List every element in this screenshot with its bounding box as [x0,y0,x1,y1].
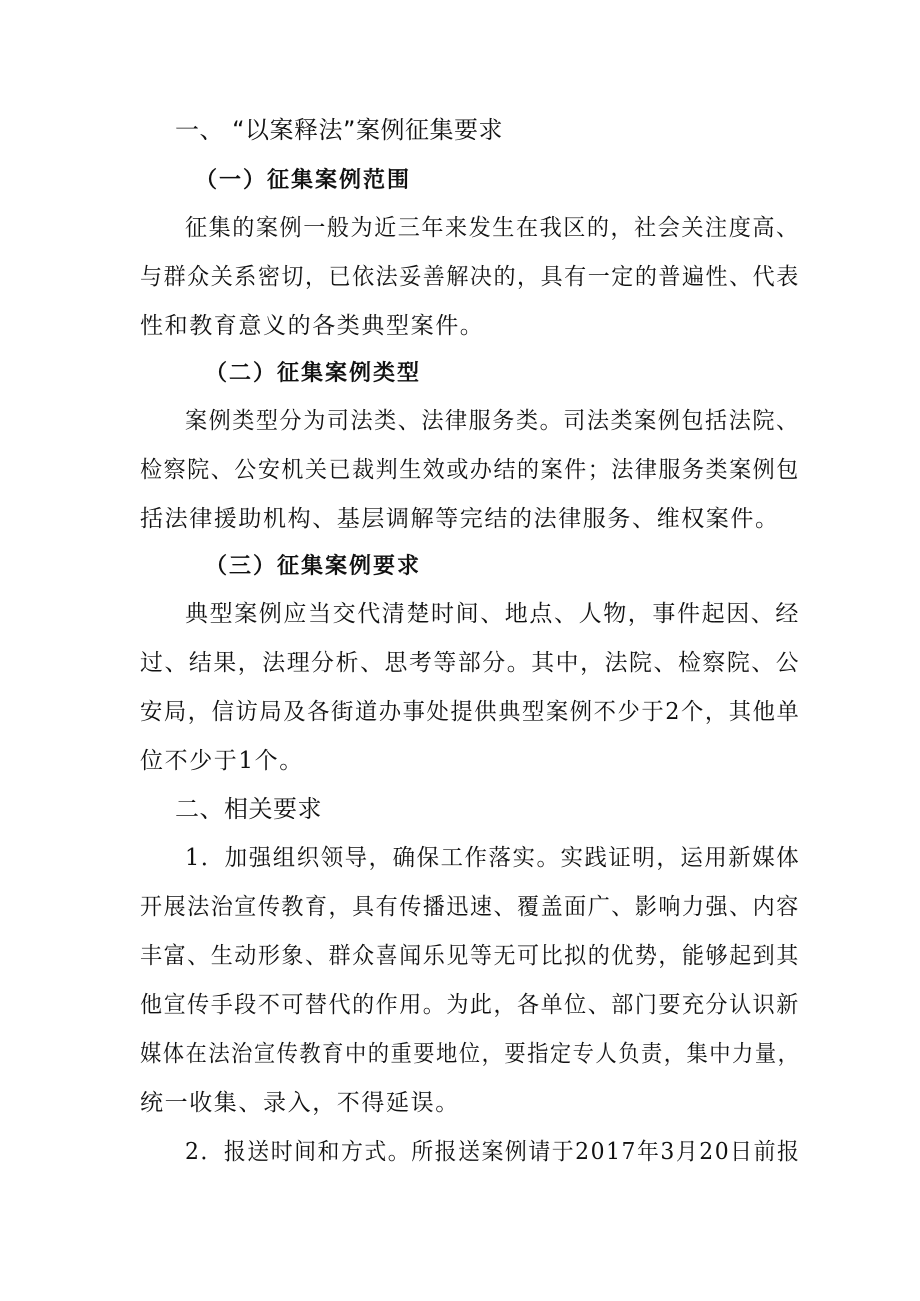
subsection-3-title: （三）征集案例要求 [205,554,422,579]
paragraph-line: 2．报送时间和方式。所报送案例请于2017年3月20日前报 [185,1139,801,1165]
paragraph-line: 过、结果，法理分析、思考等部分。其中，法院、检察院、公 [140,650,801,676]
paragraph-line: 检察院、公安机关已裁判生效或办结的案件；法律服务类案例包 [140,457,800,483]
section-1-heading: 一、 “以案释法”案例征集要求 [175,116,503,144]
paragraph-line: 丰富、生动形象、群众喜闻乐见等无可比拟的优势，能够起到其 [140,943,800,969]
paragraph-line: 位不少于1个。 [140,748,304,774]
paragraph-line: 1．加强组织领导，确保工作落实。实践证明，运用新媒体 [185,845,801,871]
paragraph-line: 开展法治宣传教育，具有传播迅速、覆盖面广、影响力强、内容 [140,894,800,920]
paragraph-line: 案例类型分为司法类、法律服务类。司法类案例包括法院、 [185,408,800,434]
paragraph-line: 征集的案例一般为近三年来发生在我区的，社会关注度高、 [185,215,800,241]
paragraph-line: 与群众关系密切，已依法妥善解决的，具有一定的普遍性、代表 [140,264,800,290]
subsection-2-title: （二）征集案例类型 [205,361,422,386]
paragraph-line: 他宣传手段不可替代的作用。为此，各单位、部门要充分认识新 [140,992,800,1018]
paragraph-line: 统一收集、录入，不得延误。 [140,1090,460,1116]
paragraph-line: 安局，信访局及各街道办事处提供典型案例不少于2个，其他单 [140,699,801,725]
paragraph-line: 性和教育意义的各类典型案件。 [140,313,485,339]
subsection-1-title: （一）征集案例范围 [195,168,412,193]
paragraph-line: 媒体在法治宣传教育中的重要地位，要指定专人负责，集中力量， [140,1041,801,1067]
section-2-heading: 二、相关要求 [175,795,322,823]
paragraph-line: 括法律援助机构、基层调解等完结的法律服务、维权案件。 [140,506,780,532]
paragraph-line: 典型案例应当交代清楚时间、地点、人物，事件起因、经 [185,601,800,627]
